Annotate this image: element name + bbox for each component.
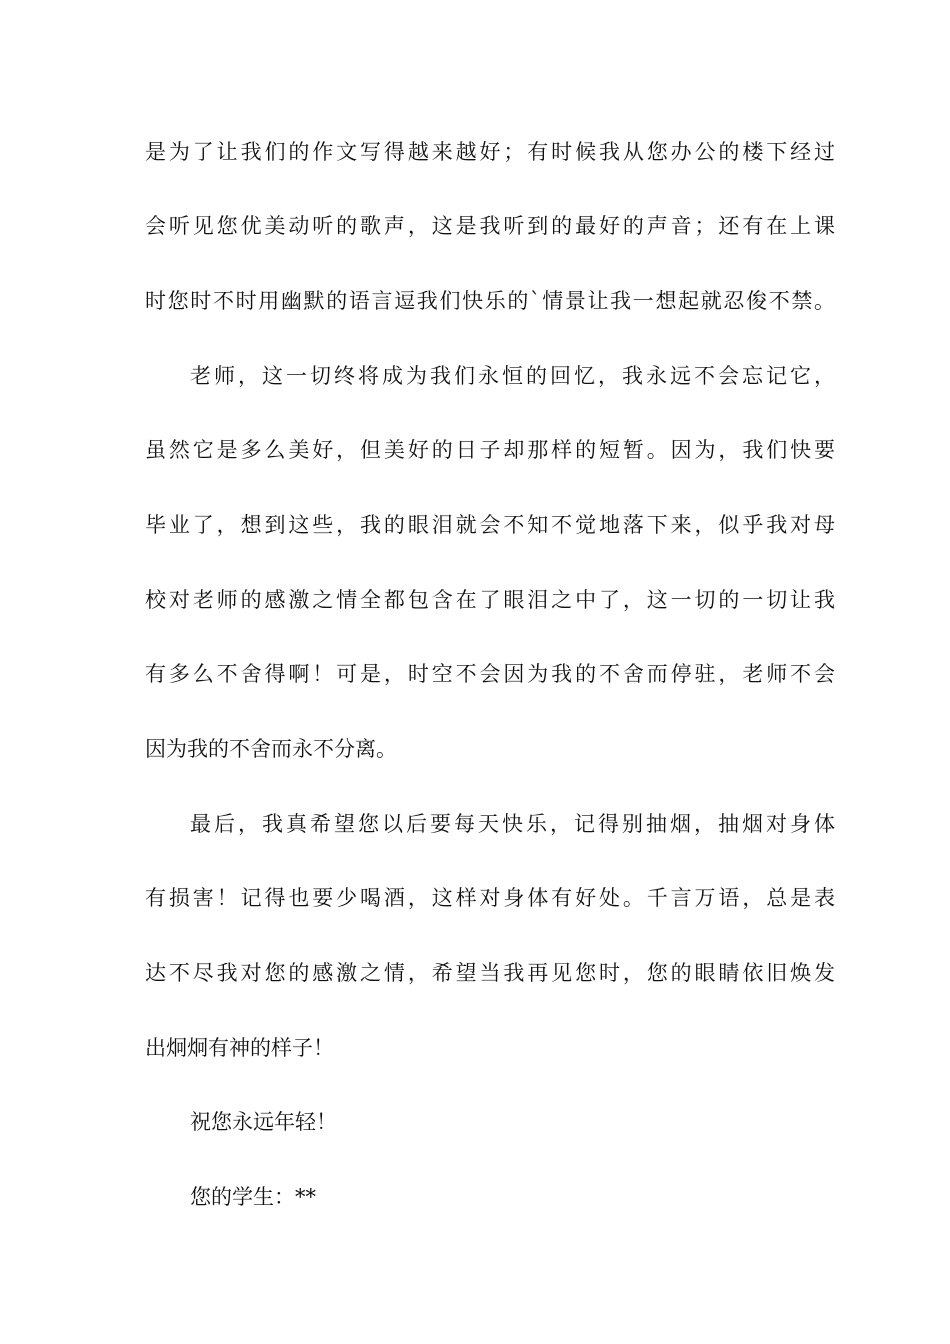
- text-line: 毕业了，想到这些，我的眼泪就会不知不觉地落下来，似乎我对母: [145, 513, 835, 537]
- text-line: 是为了让我们的作文写得越来越好；有时候我从您办公的楼下经过: [145, 140, 835, 164]
- closing-wish: 祝您永远年轻！: [190, 1110, 337, 1134]
- text-line: 校对老师的感激之情全都包含在了眼泪之中了，这一切的一切让我: [145, 588, 835, 612]
- text-line: 有损害！记得也要少喝酒，这样对身体有好处。千言万语，总是表: [145, 886, 835, 910]
- text-line: 时您时不时用幽默的语言逗我们快乐的`情景让我一想起就忍俊不禁。: [145, 289, 835, 313]
- paragraph-start-line: 老师，这一切终将成为我们永恒的回忆，我永远不会忘记它，: [190, 364, 835, 388]
- text-line: 虽然它是多么美好，但美好的日子却那样的短暂。因为，我们快要: [145, 438, 835, 462]
- paragraph-end-line: 因为我的不舍而永不分离。: [145, 737, 397, 761]
- paragraph-end-line: 出炯炯有神的样子！: [145, 1036, 334, 1060]
- signature-line: 您的学生：**: [190, 1185, 316, 1209]
- text-line: 有多么不舍得啊！可是，时空不会因为我的不舍而停驻，老师不会: [145, 662, 835, 686]
- paragraph-start-line: 最后，我真希望您以后要每天快乐，记得别抽烟，抽烟对身体: [190, 812, 835, 836]
- text-line: 会听见您优美动听的歌声，这是我听到的最好的声音；还有在上课: [145, 214, 835, 238]
- text-line: 达不尽我对您的感激之情，希望当我再见您时，您的眼睛依旧焕发: [145, 961, 835, 985]
